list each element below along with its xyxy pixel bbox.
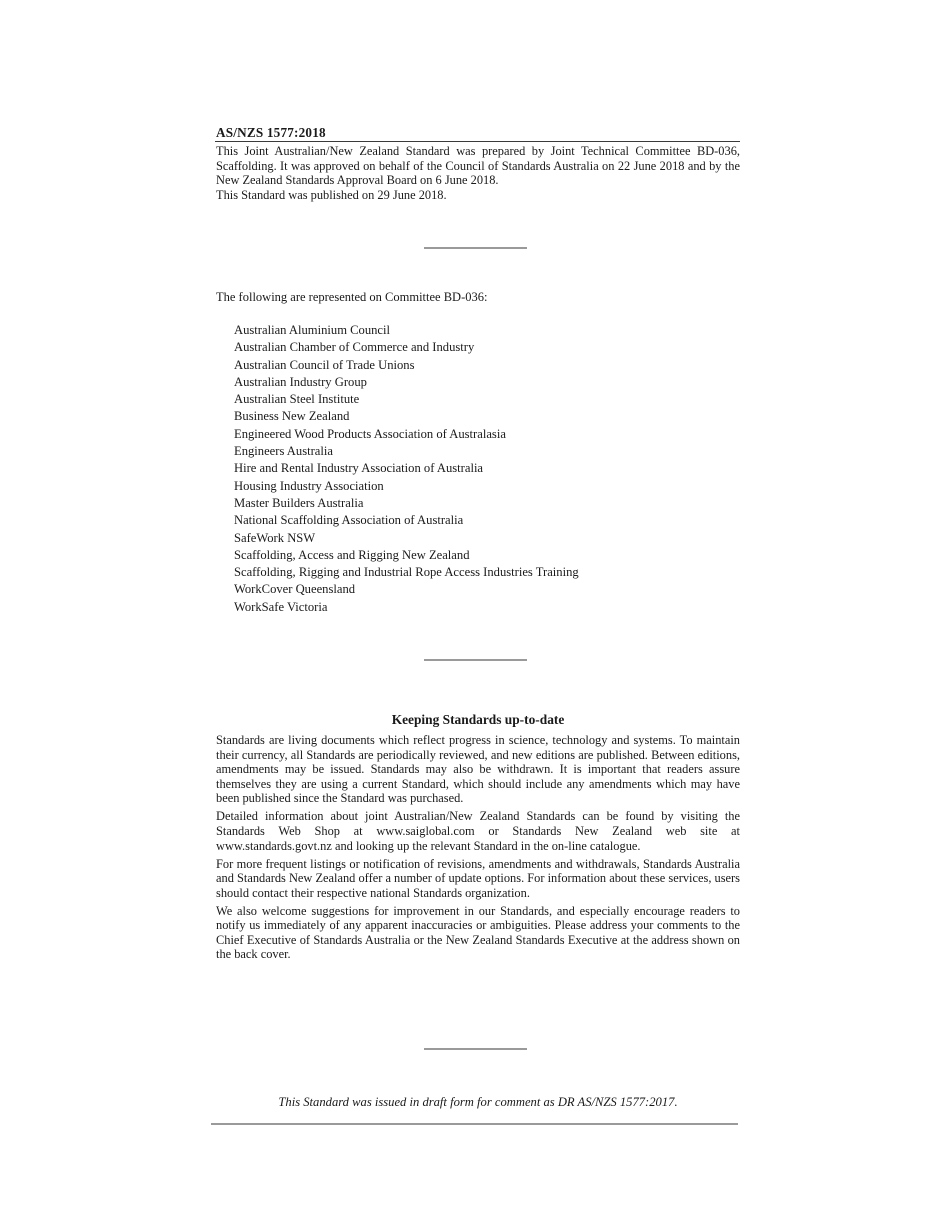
- header-rule-divider: [215, 141, 740, 142]
- footer-rule-divider: [211, 1123, 738, 1125]
- committee-member: Housing Industry Association: [234, 478, 384, 493]
- keeping-standards-paragraph: For more frequent listings or notification of revisions, amendments and withdrawals, Standards Australia and Standards New Zealand offer a number of update options. For information about these services, users should contact their respective national Standards organization.: [216, 856, 740, 900]
- section-divider: [424, 247, 527, 249]
- keeping-standards-paragraph: Detailed information about joint Australian/New Zealand Standards can be found by visiting the Standards Web Shop at www.saiglobal.com or Standards New Zealand web site at www.standards.govt.nz and looking up the relevant Standard in the on-line catalogue.: [216, 809, 740, 853]
- committee-member: Australian Aluminium Council: [234, 323, 391, 337]
- committee-member: Australian Chamber of Commerce and Industry: [234, 340, 475, 355]
- committee-member-list: [234, 322, 740, 616]
- keeping-standards-section: [216, 733, 740, 965]
- keeping-standards-title: Keeping Standards up-to-date: [391, 712, 565, 727]
- committee-member: Australian Council of Trade Unions: [234, 357, 415, 372]
- committee-member: Business New Zealand: [234, 409, 350, 424]
- committee-member: Australian Industry Group: [234, 374, 367, 389]
- preparation-note: This Joint Australian/New Zealand Standard was prepared by Joint Technical Committee BD-036, Scaffolding. It was approved on behalf of the Council of Standards Australia on 22 June 2018 and by the New Zealand Standards Approval Board on 6 June 2018.: [216, 144, 740, 188]
- committee-member: WorkSafe Victoria: [234, 599, 328, 614]
- committee-member: National Scaffolding Association of Australia: [234, 513, 464, 528]
- document-code-heading: AS/NZS 1577:2018: [216, 125, 326, 140]
- preparation-section: [216, 144, 740, 202]
- keeping-standards-paragraph: We also welcome suggestions for improvement in our Standards, and especially encourage readers to notify us immediately of any apparent inaccuracies or ambiguities. Please address your comments to the Chief Executive of Standards Australia or the New Zealand Standards Executive at the address shown on the back cover.: [216, 903, 740, 962]
- committee-member: SafeWork NSW: [234, 530, 316, 545]
- committee-member: Master Builders Australia: [234, 495, 364, 510]
- committee-member: Scaffolding, Access and Rigging New Zealand: [234, 547, 470, 562]
- committee-intro-text: The following are represented on Committee BD-036:: [216, 290, 488, 304]
- section-divider: [424, 1048, 527, 1050]
- committee-member: Engineered Wood Products Association of Australasia: [234, 426, 506, 441]
- committee-member: WorkCover Queensland: [234, 582, 356, 597]
- committee-member: Australian Steel Institute: [234, 392, 360, 407]
- committee-member: Hire and Rental Industry Association of Australia: [234, 461, 484, 476]
- keeping-standards-paragraph: Standards are living documents which reflect progress in science, technology and systems. To maintain their currency, all Standards are periodically reviewed, and new editions are published. Between editions, amendments may be issued. Standards may also be withdrawn. It is important that readers assure themselves they are using a current Standard, which should include any amendments which may have been published since the Standard was purchased.: [216, 733, 740, 806]
- committee-member: Scaffolding, Rigging and Industrial Rope Access Industries Training: [234, 565, 579, 580]
- committee-member: Engineers Australia: [234, 444, 333, 459]
- section-divider: [424, 659, 527, 661]
- draft-comment-note: This Standard was issued in draft form for comment as DR AS/NZS 1577:2017.: [278, 1095, 678, 1109]
- publication-note: This Standard was published on 29 June 2018.: [216, 187, 447, 202]
